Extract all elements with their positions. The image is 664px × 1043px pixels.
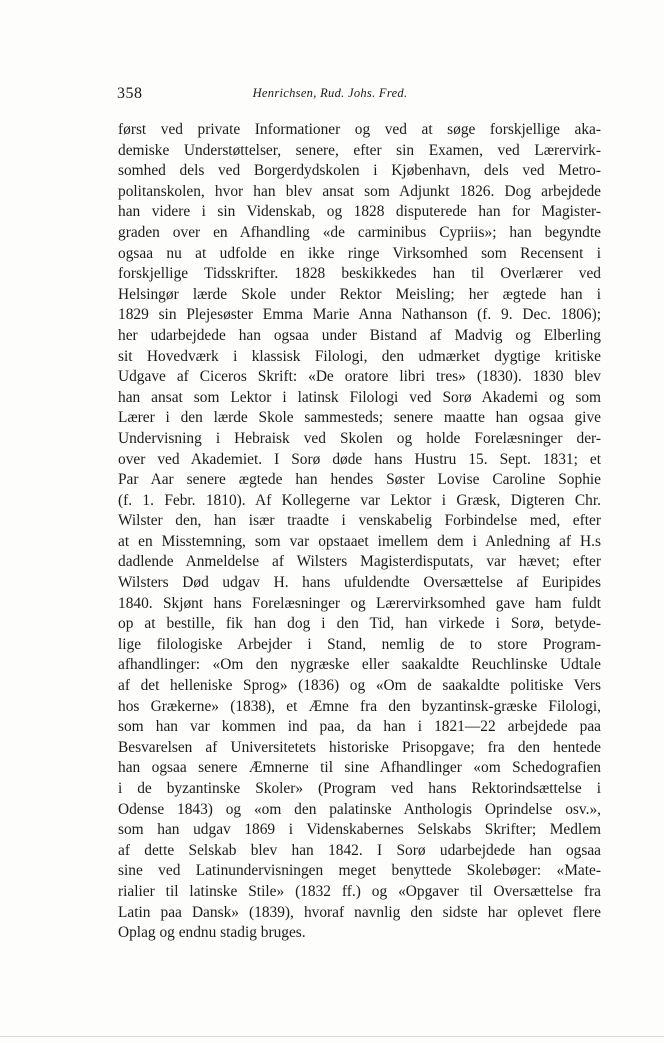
text-line: som han udgav 1869 i Videnskabernes Selskabs Skrifter; Medlem — [118, 821, 601, 839]
text-line: Lærer i den lærde Skole sammesteds; senere maatte han ogsaa give — [118, 409, 601, 427]
text-line: som han var kommen ind paa, da han i 1821—22 arbejdede paa — [118, 718, 601, 736]
text-line: sine ved Latinundervisningen meget benyttede Skolebøger: «Mate- — [118, 862, 601, 880]
text-line: over ved Akademiet. I Sorø døde hans Hustru 15. Sept. 1831; et — [118, 450, 601, 468]
text-line: Udgave af Ciceros Skrift: «De oratore libri tres» (1830). 1830 blev — [118, 368, 601, 386]
text-line: først ved private Informationer og ved at søge forskjellige aka- — [118, 121, 601, 138]
text-line: af det helleniske Sprog» (1836) og «Om de saakaldte politiske Vers — [118, 677, 601, 695]
text-line: hos Grækerne» (1838), et Æmne fra den byzantinsk-græske Filologi, — [118, 697, 601, 715]
body-text — [118, 120, 601, 944]
text-line: her udarbejdede han ogsaa under Bistand af Madvig og Elberling — [118, 326, 601, 344]
text-line: lige filologiske Arbejder i Stand, nemlig de to store Program- — [118, 635, 601, 653]
text-line: ogsaa nu at udfolde en ikke ringe Virksomhed som Recensent i — [118, 244, 601, 262]
text-line: i de byzantinske Skoler» (Program ved hans Rektorindsættelse i — [118, 780, 601, 797]
text-line: afhandlinger: «Om den nygræske eller saakaldte Reuchlinske Udtale — [118, 656, 601, 674]
text-line: Besvarelsen af Universitetets historiske Prisopgave; fra den hentede — [118, 738, 601, 756]
text-line: graden over en Afhandling «de carminibus Cypriis»; han begyndte — [118, 223, 601, 241]
text-line: at en Misstemning, som var opstaaet imellem dem i Anledning af H.s — [118, 532, 601, 550]
text-line: 1840. Skjønt hans Forelæsninger og Lærervirksomhed gave ham fuldt — [118, 594, 601, 612]
text-line: dadlende Anmeldelse af Wilsters Magisterdisputats, var hævet; efter — [118, 553, 601, 571]
text-line: han videre i sin Videnskab, og 1828 disputerede han for Magister- — [118, 203, 601, 221]
text-line: han ansat som Lektor i latinsk Filologi ved Sorø Akademi og som — [118, 388, 601, 406]
text-line: Undervisning i Hebraisk ved Skolen og holde Forelæsninger der- — [118, 429, 601, 447]
text-line: politanskolen, hvor han blev ansat som Adjunkt 1826. Dog arbejdede — [118, 182, 601, 200]
text-line: demiske Understøttelser, senere, efter sin Examen, ved Lærervirk- — [118, 141, 601, 159]
text-line: rialier til latinske Stile» (1832 ff.) og «Opgaver til Oversættelse fra — [118, 882, 601, 900]
page-number: 358 — [117, 85, 143, 102]
text-line: 1829 sin Plejesøster Emma Marie Anna Nathanson (f. 9. Dec. 1806); — [118, 306, 601, 324]
text-line: Oplag og endnu stadig bruges. — [118, 924, 306, 942]
text-line: Par Aar senere ægtede han hendes Søster Lovise Caroline Sophie — [118, 471, 601, 489]
text-line: sit Hovedværk i klassisk Filologi, den udmærket dygtige kritiske — [118, 347, 601, 365]
text-line: forskjellige Tidsskrifter. 1828 beskikkedes han til Overlærer ved — [118, 265, 601, 283]
text-line: Wilster den, han især traadte i venskabelig Forbindelse med, efter — [118, 512, 601, 530]
text-line: Helsingør lærde Skole under Rektor Meisling; her ægtede han i — [118, 285, 601, 303]
text-line: af dette Selskab blev han 1842. I Sorø udarbejdede han ogsaa — [118, 841, 601, 859]
text-line: (f. 1. Febr. 1810). Af Kollegerne var Lektor i Græsk, Digteren Chr. — [118, 491, 601, 509]
running-head: Henrichsen, Rud. Johs. Fred. — [252, 86, 408, 100]
text-line: op at bestille, fik han dog i den Tid, han virkede i Sorø, betyde- — [118, 615, 601, 633]
scan-edge-divider — [0, 1036, 664, 1037]
text-line: han ogsaa senere Æmnerne til sine Afhandlinger «om Schedografien — [118, 759, 601, 777]
text-line: somhed dels ved Borgerdydskolen i Kjøbenhavn, dels ved Metro- — [118, 162, 601, 180]
text-line: Wilsters Død udgav H. hans ufuldendte Oversættelse af Euripides — [118, 574, 601, 592]
text-line: Odense 1843) og «om den palatinske Anthologis Oprindelse osv.», — [118, 800, 601, 818]
text-line: Latin paa Dansk» (1839), hvoraf navnlig den sidste har oplevet flere — [118, 903, 601, 921]
